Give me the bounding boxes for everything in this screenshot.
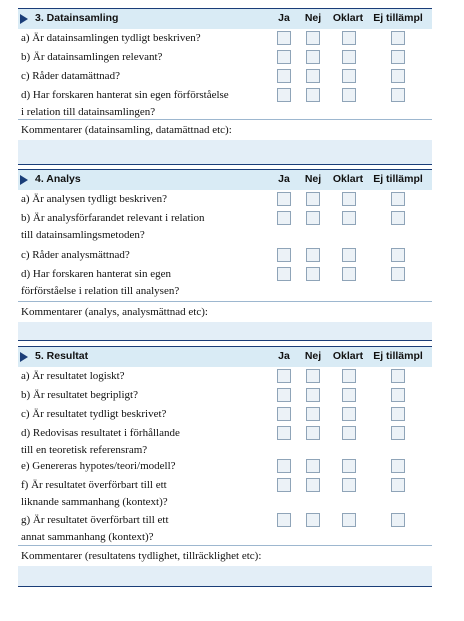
question-row [18, 367, 432, 387]
question-text: d) Har forskaren hanterat sin egen förförståelse i relation till datainsamlingen? [21, 89, 229, 118]
checkbox-nej[interactable] [306, 248, 320, 262]
question-row [18, 246, 432, 266]
section-header [18, 169, 432, 191]
checkbox-ej-tillämpl[interactable] [391, 31, 405, 45]
checkbox-ej-tillämpl[interactable] [391, 407, 405, 421]
question-text: c) Råder analysmättnad? [21, 249, 130, 261]
section-divider [18, 340, 432, 341]
question-row [18, 86, 432, 120]
checkbox-ja[interactable] [277, 211, 291, 225]
checkbox-oklart[interactable] [342, 69, 356, 83]
checkbox-ja[interactable] [277, 426, 291, 440]
checkbox-nej[interactable] [306, 478, 320, 492]
question-row [18, 476, 432, 512]
column-header: Nej [304, 173, 322, 185]
triangle-marker-icon [20, 352, 28, 362]
section-header [18, 346, 432, 368]
checkbox-oklart[interactable] [342, 407, 356, 421]
question-text: a) Är datainsamlingen tydligt beskriven? [21, 32, 201, 44]
comment-label: Kommentarer (datainsamling, datamättnad etc): [21, 124, 232, 136]
question-row [18, 48, 432, 68]
question-text: a) Är resultatet logiskt? [21, 370, 125, 382]
checkbox-oklart[interactable] [342, 513, 356, 527]
comment-field[interactable] [18, 546, 432, 586]
checkbox-oklart[interactable] [342, 192, 356, 206]
checkbox-ej-tillämpl[interactable] [391, 211, 405, 225]
question-row [18, 424, 432, 458]
question-text: b) Är datainsamlingen relevant? [21, 51, 163, 63]
question-text: c) Är resultatet tydligt beskrivet? [21, 408, 167, 420]
checkbox-ja[interactable] [277, 267, 291, 281]
checkbox-ja[interactable] [277, 88, 291, 102]
comment-input-area[interactable] [18, 566, 432, 586]
section-header [18, 8, 432, 30]
checkbox-oklart[interactable] [342, 369, 356, 383]
comment-label: Kommentarer (analys, analysmättnad etc): [21, 306, 208, 318]
section-title: 4. Analys [35, 173, 81, 185]
column-header: Nej [304, 350, 322, 362]
column-header: Oklart [332, 173, 364, 185]
section-3 [18, 8, 432, 136]
question-row [18, 67, 432, 87]
checkbox-ej-tillämpl[interactable] [391, 513, 405, 527]
column-header: Oklart [332, 12, 364, 24]
checkbox-nej[interactable] [306, 211, 320, 225]
checkbox-ej-tillämpl[interactable] [391, 50, 405, 64]
checkbox-ej-tillämpl[interactable] [391, 192, 405, 206]
checkbox-ja[interactable] [277, 50, 291, 64]
checkbox-oklart[interactable] [342, 267, 356, 281]
checkbox-ja[interactable] [277, 369, 291, 383]
triangle-marker-icon [20, 175, 28, 185]
comment-field[interactable] [18, 302, 432, 340]
checkbox-ja[interactable] [277, 478, 291, 492]
checkbox-nej[interactable] [306, 426, 320, 440]
column-header: Ja [278, 173, 290, 185]
section-title: 3. Datainsamling [35, 12, 119, 24]
checkbox-oklart[interactable] [342, 459, 356, 473]
question-text: b) Är resultatet begripligt? [21, 389, 138, 401]
section-divider [18, 164, 432, 165]
checkbox-ja[interactable] [277, 407, 291, 421]
question-text: b) Är analysförfarandet relevant i relation till datainsamlingsmetoden? [21, 212, 205, 241]
question-row [18, 29, 432, 49]
checkbox-ja[interactable] [277, 31, 291, 45]
question-text: c) Råder datamättnad? [21, 70, 120, 82]
comment-field[interactable] [18, 120, 432, 164]
question-row [18, 386, 432, 406]
checkbox-ja[interactable] [277, 388, 291, 402]
checkbox-ej-tillämpl[interactable] [391, 69, 405, 83]
column-header: Ej tillämpl [373, 350, 423, 362]
question-row [18, 405, 432, 425]
column-header: Ja [278, 350, 290, 362]
question-text: d) Har forskaren hanterat sin egen förförståelse i relation till analysen? [21, 268, 180, 297]
checkbox-oklart[interactable] [342, 388, 356, 402]
section-title: 5. Resultat [35, 350, 89, 362]
question-text: d) Redovisas resultatet i förhållande till en teoretisk referensram? [21, 427, 180, 456]
checkbox-nej[interactable] [306, 407, 320, 421]
checkbox-nej[interactable] [306, 31, 320, 45]
checkbox-oklart[interactable] [342, 478, 356, 492]
column-header: Nej [304, 12, 322, 24]
checkbox-ej-tillämpl[interactable] [391, 426, 405, 440]
checkbox-ja[interactable] [277, 248, 291, 262]
section-divider [18, 586, 432, 587]
comment-input-area[interactable] [18, 322, 432, 340]
question-text: e) Genereras hypotes/teori/modell? [21, 460, 176, 472]
checkbox-oklart[interactable] [342, 50, 356, 64]
checkbox-oklart[interactable] [342, 88, 356, 102]
checkbox-ej-tillämpl[interactable] [391, 369, 405, 383]
question-text: a) Är analysen tydligt beskriven? [21, 193, 168, 205]
checkbox-ej-tillämpl[interactable] [391, 388, 405, 402]
section-5 [18, 346, 432, 562]
question-text: g) Är resultatet överförbart till ett annat sammanhang (kontext)? [21, 514, 169, 543]
checkbox-nej[interactable] [306, 459, 320, 473]
question-row [18, 265, 432, 302]
checkbox-nej[interactable] [306, 513, 320, 527]
triangle-marker-icon [20, 14, 28, 24]
checkbox-ja[interactable] [277, 513, 291, 527]
checkbox-nej[interactable] [306, 50, 320, 64]
question-text: f) Är resultatet överförbart till ett liknande sammanhang (kontext)? [21, 479, 168, 508]
section-4 [18, 169, 432, 318]
checkbox-oklart[interactable] [342, 426, 356, 440]
question-row [18, 511, 432, 546]
checkbox-ja[interactable] [277, 69, 291, 83]
checkbox-ej-tillämpl[interactable] [391, 459, 405, 473]
checkbox-ej-tillämpl[interactable] [391, 478, 405, 492]
column-header: Ej tillämpl [373, 12, 423, 24]
checkbox-nej[interactable] [306, 388, 320, 402]
checkbox-nej[interactable] [306, 369, 320, 383]
question-row [18, 457, 432, 477]
column-header: Ja [278, 12, 290, 24]
column-header: Oklart [332, 350, 364, 362]
comment-label: Kommentarer (resultatens tydlighet, tillräcklighet etc): [21, 550, 262, 562]
column-header: Ej tillämpl [373, 173, 423, 185]
checkbox-oklart[interactable] [342, 248, 356, 262]
checkbox-ja[interactable] [277, 192, 291, 206]
question-row [18, 190, 432, 210]
checkbox-ej-tillämpl[interactable] [391, 267, 405, 281]
checkbox-ej-tillämpl[interactable] [391, 88, 405, 102]
comment-input-area[interactable] [18, 140, 432, 164]
checkbox-ja[interactable] [277, 459, 291, 473]
checkbox-nej[interactable] [306, 88, 320, 102]
checkbox-nej[interactable] [306, 267, 320, 281]
checkbox-nej[interactable] [306, 192, 320, 206]
checkbox-ej-tillämpl[interactable] [391, 248, 405, 262]
checkbox-oklart[interactable] [342, 31, 356, 45]
checkbox-oklart[interactable] [342, 211, 356, 225]
checkbox-nej[interactable] [306, 69, 320, 83]
question-row [18, 209, 432, 247]
